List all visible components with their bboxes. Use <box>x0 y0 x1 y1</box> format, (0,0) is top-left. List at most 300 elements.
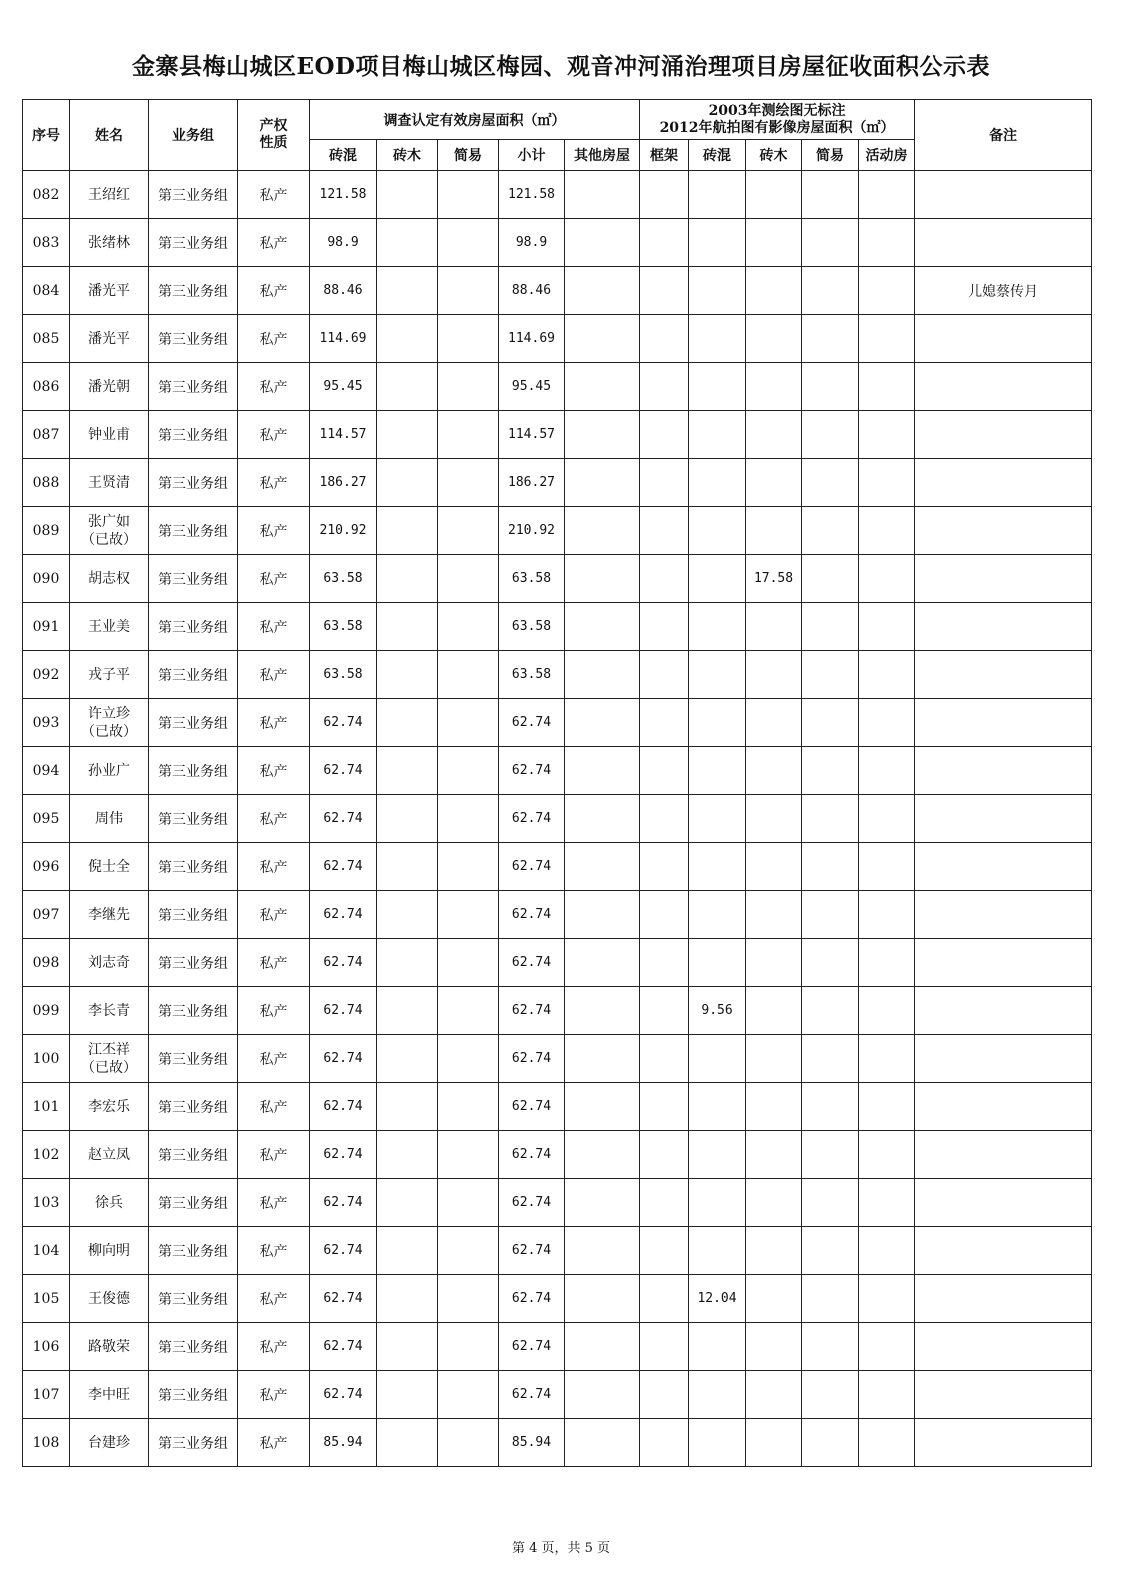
cell-brick-wood <box>377 411 438 459</box>
cell-unmarked-mobile <box>859 1323 915 1371</box>
cell-simple <box>438 363 499 411</box>
cell-unmarked-mobile <box>859 651 915 699</box>
cell-other <box>565 1227 640 1275</box>
cell-remarks <box>915 1083 1092 1131</box>
cell-subtotal: 62.74 <box>499 843 565 891</box>
table-row <box>23 315 1092 363</box>
cell-unmarked-brick-concrete <box>689 1323 746 1371</box>
cell-name: 王俊德 <box>70 1275 149 1323</box>
cell-unmarked-brick-wood <box>746 1419 802 1467</box>
cell-other <box>565 603 640 651</box>
cell-group: 第三业务组 <box>149 315 238 363</box>
cell-brick-wood <box>377 1227 438 1275</box>
cell-simple <box>438 1371 499 1419</box>
cell-seq: 100 <box>23 1035 70 1083</box>
cell-brick-concrete: 62.74 <box>310 987 377 1035</box>
cell-unmarked-frame <box>640 555 689 603</box>
cell-other <box>565 267 640 315</box>
cell-brick-concrete: 63.58 <box>310 555 377 603</box>
cell-simple <box>438 1083 499 1131</box>
cell-unmarked-simple <box>802 555 859 603</box>
cell-brick-wood <box>377 459 438 507</box>
cell-other <box>565 747 640 795</box>
table-row <box>23 459 1092 507</box>
cell-unmarked-simple <box>802 1227 859 1275</box>
cell-seq: 093 <box>23 699 70 747</box>
cell-unmarked-brick-wood <box>746 603 802 651</box>
cell-subtotal: 98.9 <box>499 219 565 267</box>
cell-unmarked-brick-concrete <box>689 507 746 555</box>
cell-remarks <box>915 795 1092 843</box>
cell-group: 第三业务组 <box>149 1323 238 1371</box>
cell-unmarked-mobile <box>859 891 915 939</box>
cell-simple <box>438 987 499 1035</box>
cell-seq: 085 <box>23 315 70 363</box>
cell-name: 钟业甫 <box>70 411 149 459</box>
cell-unmarked-brick-wood: 17.58 <box>746 555 802 603</box>
cell-unmarked-simple <box>802 843 859 891</box>
table-row <box>23 1131 1092 1179</box>
table-row <box>23 363 1092 411</box>
cell-brick-wood <box>377 1179 438 1227</box>
cell-ownership: 私产 <box>238 1371 310 1419</box>
cell-brick-concrete: 98.9 <box>310 219 377 267</box>
cell-subtotal: 62.74 <box>499 987 565 1035</box>
table-row <box>23 939 1092 987</box>
cell-seq: 104 <box>23 1227 70 1275</box>
cell-brick-concrete: 62.74 <box>310 1179 377 1227</box>
cell-brick-wood <box>377 171 438 219</box>
cell-ownership: 私产 <box>238 1083 310 1131</box>
cell-simple <box>438 411 499 459</box>
cell-remarks <box>915 651 1092 699</box>
header-surveyed-area: 调查认定有效房屋面积（㎡） <box>310 100 640 140</box>
cell-seq: 091 <box>23 603 70 651</box>
cell-unmarked-brick-concrete <box>689 843 746 891</box>
cell-other <box>565 1371 640 1419</box>
table-row <box>23 1371 1092 1419</box>
cell-subtotal: 114.69 <box>499 315 565 363</box>
cell-unmarked-brick-wood <box>746 651 802 699</box>
cell-unmarked-frame <box>640 507 689 555</box>
cell-subtotal: 62.74 <box>499 1227 565 1275</box>
cell-group: 第三业务组 <box>149 507 238 555</box>
cell-unmarked-brick-concrete <box>689 699 746 747</box>
cell-brick-concrete: 62.74 <box>310 891 377 939</box>
cell-unmarked-mobile <box>859 795 915 843</box>
cell-name: 路敬荣 <box>70 1323 149 1371</box>
cell-brick-concrete: 62.74 <box>310 747 377 795</box>
cell-unmarked-frame <box>640 699 689 747</box>
cell-brick-wood <box>377 315 438 363</box>
cell-unmarked-brick-wood <box>746 363 802 411</box>
table-row <box>23 699 1092 747</box>
cell-seq: 098 <box>23 939 70 987</box>
cell-seq: 105 <box>23 1275 70 1323</box>
cell-unmarked-mobile <box>859 987 915 1035</box>
cell-other <box>565 1179 640 1227</box>
cell-seq: 097 <box>23 891 70 939</box>
cell-brick-wood <box>377 891 438 939</box>
cell-unmarked-frame <box>640 219 689 267</box>
cell-simple <box>438 1227 499 1275</box>
cell-unmarked-brick-wood <box>746 1083 802 1131</box>
cell-group: 第三业务组 <box>149 1179 238 1227</box>
cell-other <box>565 987 640 1035</box>
cell-unmarked-brick-wood <box>746 795 802 843</box>
cell-unmarked-brick-concrete <box>689 555 746 603</box>
cell-group: 第三业务组 <box>149 1419 238 1467</box>
cell-seq: 090 <box>23 555 70 603</box>
cell-group: 第三业务组 <box>149 603 238 651</box>
cell-unmarked-mobile <box>859 315 915 363</box>
cell-brick-wood <box>377 1035 438 1083</box>
cell-remarks <box>915 507 1092 555</box>
cell-subtotal: 186.27 <box>499 459 565 507</box>
cell-ownership: 私产 <box>238 747 310 795</box>
cell-unmarked-brick-concrete <box>689 363 746 411</box>
cell-brick-wood <box>377 1275 438 1323</box>
cell-brick-concrete: 62.74 <box>310 1371 377 1419</box>
cell-subtotal: 114.57 <box>499 411 565 459</box>
cell-unmarked-brick-concrete <box>689 651 746 699</box>
cell-unmarked-mobile <box>859 1275 915 1323</box>
cell-ownership: 私产 <box>238 1179 310 1227</box>
cell-group: 第三业务组 <box>149 939 238 987</box>
cell-subtotal: 62.74 <box>499 699 565 747</box>
header-unmarked-line1: 2003年测绘图无标注 <box>708 102 846 119</box>
cell-unmarked-brick-concrete <box>689 1083 746 1131</box>
cell-subtotal: 62.74 <box>499 1035 565 1083</box>
cell-other <box>565 459 640 507</box>
cell-brick-concrete: 62.74 <box>310 1323 377 1371</box>
cell-ownership: 私产 <box>238 603 310 651</box>
subheader-other: 其他房屋 <box>565 140 640 171</box>
cell-unmarked-mobile <box>859 459 915 507</box>
cell-unmarked-brick-wood <box>746 747 802 795</box>
cell-ownership: 私产 <box>238 795 310 843</box>
table-row <box>23 795 1092 843</box>
cell-brick-concrete: 88.46 <box>310 267 377 315</box>
cell-name: 李宏乐 <box>70 1083 149 1131</box>
cell-ownership: 私产 <box>238 891 310 939</box>
cell-brick-wood <box>377 1371 438 1419</box>
cell-unmarked-frame <box>640 267 689 315</box>
cell-ownership: 私产 <box>238 267 310 315</box>
cell-unmarked-frame <box>640 315 689 363</box>
table-row <box>23 1227 1092 1275</box>
cell-group: 第三业务组 <box>149 795 238 843</box>
cell-name: 台建珍 <box>70 1419 149 1467</box>
cell-remarks <box>915 1035 1092 1083</box>
cell-ownership: 私产 <box>238 1419 310 1467</box>
cell-simple <box>438 171 499 219</box>
cell-unmarked-brick-wood <box>746 891 802 939</box>
cell-name: 戎子平 <box>70 651 149 699</box>
cell-unmarked-brick-wood <box>746 1131 802 1179</box>
cell-name: 徐兵 <box>70 1179 149 1227</box>
table-row <box>23 891 1092 939</box>
cell-brick-concrete: 210.92 <box>310 507 377 555</box>
cell-unmarked-mobile <box>859 1371 915 1419</box>
cell-simple <box>438 1035 499 1083</box>
cell-unmarked-frame <box>640 1131 689 1179</box>
table-row <box>23 1323 1092 1371</box>
cell-unmarked-simple <box>802 987 859 1035</box>
cell-remarks <box>915 747 1092 795</box>
cell-name: 张广如 （已故） <box>70 507 149 555</box>
cell-other <box>565 219 640 267</box>
cell-simple <box>438 891 499 939</box>
cell-name: 刘志奇 <box>70 939 149 987</box>
cell-simple <box>438 651 499 699</box>
cell-unmarked-brick-wood <box>746 411 802 459</box>
subheader-simple: 简易 <box>438 140 499 171</box>
cell-simple <box>438 1179 499 1227</box>
table-row <box>23 1419 1092 1467</box>
cell-unmarked-simple <box>802 411 859 459</box>
cell-unmarked-frame <box>640 1323 689 1371</box>
cell-brick-concrete: 114.57 <box>310 411 377 459</box>
cell-unmarked-frame <box>640 1371 689 1419</box>
cell-unmarked-mobile <box>859 171 915 219</box>
cell-unmarked-frame <box>640 171 689 219</box>
cell-other <box>565 1131 640 1179</box>
cell-seq: 101 <box>23 1083 70 1131</box>
cell-unmarked-simple <box>802 171 859 219</box>
cell-group: 第三业务组 <box>149 891 238 939</box>
cell-brick-wood <box>377 267 438 315</box>
cell-unmarked-mobile <box>859 363 915 411</box>
table-row <box>23 507 1092 555</box>
cell-seq: 094 <box>23 747 70 795</box>
cell-unmarked-frame <box>640 747 689 795</box>
cell-unmarked-simple <box>802 1371 859 1419</box>
cell-brick-concrete: 63.58 <box>310 603 377 651</box>
cell-unmarked-brick-wood <box>746 1371 802 1419</box>
cell-unmarked-frame <box>640 363 689 411</box>
cell-remarks <box>915 219 1092 267</box>
cell-unmarked-simple <box>802 363 859 411</box>
cell-simple <box>438 507 499 555</box>
cell-unmarked-brick-concrete <box>689 1179 746 1227</box>
cell-brick-wood <box>377 747 438 795</box>
cell-unmarked-frame <box>640 1227 689 1275</box>
cell-unmarked-frame <box>640 1083 689 1131</box>
cell-subtotal: 210.92 <box>499 507 565 555</box>
cell-unmarked-simple <box>802 459 859 507</box>
cell-simple <box>438 747 499 795</box>
cell-unmarked-brick-concrete <box>689 1035 746 1083</box>
cell-unmarked-simple <box>802 507 859 555</box>
cell-unmarked-brick-concrete <box>689 411 746 459</box>
cell-group: 第三业务组 <box>149 747 238 795</box>
cell-other <box>565 1083 640 1131</box>
cell-brick-concrete: 62.74 <box>310 843 377 891</box>
cell-ownership: 私产 <box>238 699 310 747</box>
cell-unmarked-brick-wood <box>746 1179 802 1227</box>
document-title: 金寨县梅山城区EOD项目梅山城区梅园、观音冲河涌治理项目房屋征收面积公示表 <box>131 53 990 80</box>
cell-simple <box>438 843 499 891</box>
cell-brick-concrete: 62.74 <box>310 939 377 987</box>
cell-unmarked-brick-concrete <box>689 1419 746 1467</box>
cell-name: 王业美 <box>70 603 149 651</box>
cell-unmarked-brick-concrete <box>689 747 746 795</box>
cell-group: 第三业务组 <box>149 459 238 507</box>
cell-group: 第三业务组 <box>149 1371 238 1419</box>
cell-unmarked-mobile <box>859 1083 915 1131</box>
cell-unmarked-brick-concrete <box>689 1371 746 1419</box>
cell-brick-concrete: 62.74 <box>310 795 377 843</box>
cell-other <box>565 1323 640 1371</box>
cell-simple <box>438 267 499 315</box>
cell-group: 第三业务组 <box>149 1083 238 1131</box>
cell-seq: 086 <box>23 363 70 411</box>
cell-seq: 083 <box>23 219 70 267</box>
cell-unmarked-frame <box>640 603 689 651</box>
cell-simple <box>438 1419 499 1467</box>
subheader-frame: 框架 <box>640 140 689 171</box>
cell-name: 李中旺 <box>70 1371 149 1419</box>
cell-unmarked-mobile <box>859 1035 915 1083</box>
cell-group: 第三业务组 <box>149 363 238 411</box>
cell-unmarked-brick-concrete: 12.04 <box>689 1275 746 1323</box>
cell-seq: 089 <box>23 507 70 555</box>
cell-brick-concrete: 62.74 <box>310 699 377 747</box>
table-row <box>23 411 1092 459</box>
cell-unmarked-brick-wood <box>746 1323 802 1371</box>
cell-unmarked-brick-concrete <box>689 219 746 267</box>
cell-brick-wood <box>377 987 438 1035</box>
cell-brick-concrete: 62.74 <box>310 1035 377 1083</box>
cell-unmarked-mobile <box>859 1227 915 1275</box>
cell-subtotal: 62.74 <box>499 1179 565 1227</box>
cell-seq: 087 <box>23 411 70 459</box>
cell-other <box>565 1419 640 1467</box>
cell-unmarked-brick-wood <box>746 267 802 315</box>
cell-unmarked-simple <box>802 219 859 267</box>
cell-brick-wood <box>377 219 438 267</box>
cell-seq: 082 <box>23 171 70 219</box>
cell-unmarked-mobile <box>859 1419 915 1467</box>
cell-brick-wood <box>377 555 438 603</box>
table-row <box>23 1275 1092 1323</box>
cell-other <box>565 411 640 459</box>
cell-simple <box>438 1323 499 1371</box>
cell-remarks <box>915 699 1092 747</box>
cell-ownership: 私产 <box>238 507 310 555</box>
header-ownership: 产权 性质 <box>238 100 310 171</box>
cell-ownership: 私产 <box>238 1323 310 1371</box>
cell-brick-concrete: 62.74 <box>310 1227 377 1275</box>
cell-group: 第三业务组 <box>149 843 238 891</box>
table-row <box>23 1035 1092 1083</box>
cell-unmarked-mobile <box>859 507 915 555</box>
table-row <box>23 267 1092 315</box>
cell-unmarked-mobile <box>859 603 915 651</box>
cell-ownership: 私产 <box>238 987 310 1035</box>
subheader-unmarked-brick-wood: 砖木 <box>746 140 802 171</box>
cell-remarks <box>915 1323 1092 1371</box>
cell-unmarked-brick-wood <box>746 171 802 219</box>
header-unmarked-area <box>640 100 915 140</box>
table-row <box>23 603 1092 651</box>
cell-brick-wood <box>377 1323 438 1371</box>
cell-unmarked-brick-wood <box>746 315 802 363</box>
cell-seq: 107 <box>23 1371 70 1419</box>
cell-unmarked-simple <box>802 795 859 843</box>
cell-unmarked-mobile <box>859 267 915 315</box>
cell-brick-wood <box>377 795 438 843</box>
cell-brick-wood <box>377 507 438 555</box>
cell-name: 江丕祥 （已故） <box>70 1035 149 1083</box>
cell-unmarked-brick-concrete <box>689 891 746 939</box>
cell-ownership: 私产 <box>238 363 310 411</box>
cell-name: 许立珍 （已故） <box>70 699 149 747</box>
cell-remarks <box>915 363 1092 411</box>
cell-brick-wood <box>377 363 438 411</box>
cell-unmarked-brick-concrete <box>689 1227 746 1275</box>
cell-unmarked-mobile <box>859 747 915 795</box>
cell-unmarked-brick-wood <box>746 843 802 891</box>
cell-other <box>565 795 640 843</box>
table-row <box>23 987 1092 1035</box>
cell-remarks <box>915 603 1092 651</box>
cell-brick-wood <box>377 603 438 651</box>
table-row <box>23 219 1092 267</box>
cell-remarks <box>915 891 1092 939</box>
cell-group: 第三业务组 <box>149 651 238 699</box>
cell-unmarked-brick-concrete <box>689 603 746 651</box>
cell-subtotal: 62.74 <box>499 1323 565 1371</box>
cell-subtotal: 62.74 <box>499 1371 565 1419</box>
cell-brick-concrete: 62.74 <box>310 1275 377 1323</box>
cell-group: 第三业务组 <box>149 171 238 219</box>
cell-unmarked-simple <box>802 1179 859 1227</box>
cell-subtotal: 62.74 <box>499 747 565 795</box>
cell-simple <box>438 459 499 507</box>
cell-brick-concrete: 85.94 <box>310 1419 377 1467</box>
cell-unmarked-simple <box>802 1323 859 1371</box>
cell-subtotal: 62.74 <box>499 1083 565 1131</box>
expropriation-table <box>22 99 1092 1467</box>
cell-seq: 092 <box>23 651 70 699</box>
cell-subtotal: 62.74 <box>499 795 565 843</box>
cell-remarks <box>915 315 1092 363</box>
cell-brick-wood <box>377 1419 438 1467</box>
cell-ownership: 私产 <box>238 843 310 891</box>
table-row <box>23 651 1092 699</box>
subheader-brick-wood: 砖木 <box>377 140 438 171</box>
cell-brick-concrete: 114.69 <box>310 315 377 363</box>
cell-subtotal: 62.74 <box>499 939 565 987</box>
cell-unmarked-mobile <box>859 555 915 603</box>
cell-subtotal: 62.74 <box>499 1275 565 1323</box>
cell-ownership: 私产 <box>238 939 310 987</box>
cell-group: 第三业务组 <box>149 267 238 315</box>
table-row <box>23 555 1092 603</box>
table-row <box>23 1083 1092 1131</box>
cell-group: 第三业务组 <box>149 411 238 459</box>
header-remarks: 备注 <box>915 100 1092 171</box>
cell-name: 胡志权 <box>70 555 149 603</box>
cell-unmarked-brick-concrete <box>689 1131 746 1179</box>
cell-name: 李长青 <box>70 987 149 1035</box>
cell-subtotal: 62.74 <box>499 1131 565 1179</box>
cell-unmarked-simple <box>802 315 859 363</box>
cell-name: 潘光平 <box>70 315 149 363</box>
cell-ownership: 私产 <box>238 1227 310 1275</box>
